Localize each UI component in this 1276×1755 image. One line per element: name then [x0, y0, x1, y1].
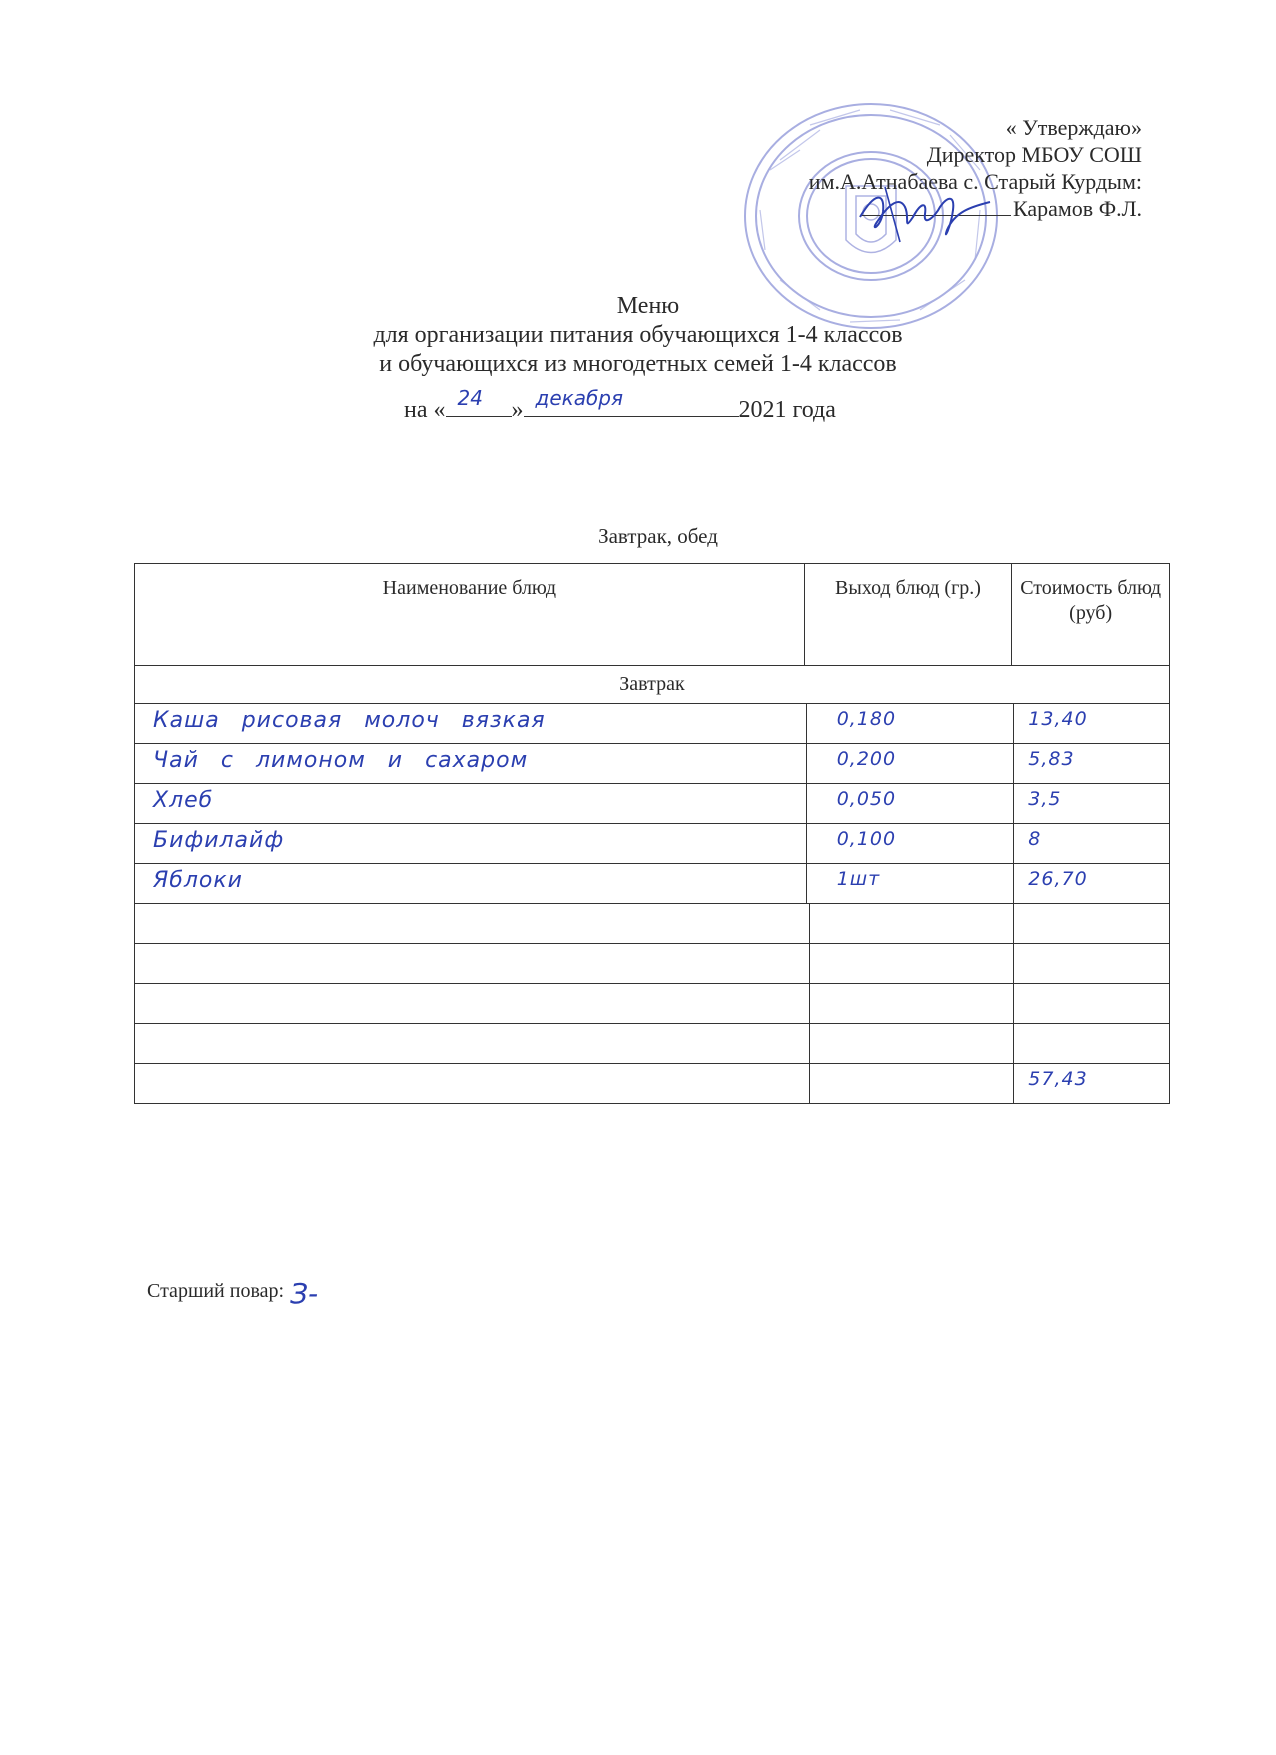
table-row — [134, 1024, 1170, 1064]
table-row — [134, 704, 1170, 744]
dish-cost: 26,70 — [1028, 868, 1088, 890]
dish-name: Каша рисовая молоч вязкая — [153, 708, 546, 733]
table-header — [134, 563, 1170, 666]
table-row-total — [134, 1064, 1170, 1104]
cook-label: Старший повар: — [147, 1280, 285, 1302]
director-signature — [855, 172, 995, 252]
header-yield: Выход блюд (гр.) — [805, 564, 1013, 665]
approval-position: Директор МБОУ СОШ — [926, 142, 1142, 167]
table-row — [134, 984, 1170, 1024]
total-cost: 57,43 — [1028, 1068, 1088, 1090]
senior-cook — [147, 1277, 318, 1310]
dish-yield: 0,180 — [836, 708, 897, 730]
date-month: декабря — [535, 386, 624, 410]
dish-yield: 0,100 — [836, 828, 897, 850]
dish-cost: 13,40 — [1028, 708, 1088, 730]
director-name: Карамов Ф.Л. — [1012, 196, 1142, 221]
dish-yield: 1шт — [836, 868, 881, 890]
dish-cost: 5,83 — [1028, 748, 1075, 770]
dish-cost: 8 — [1028, 828, 1042, 850]
title-main: Меню — [616, 293, 680, 319]
date-suffix: 2021 года — [738, 397, 836, 423]
dish-name: Чай с лимоном и сахаром — [153, 748, 529, 773]
cook-signature: З- — [290, 1277, 319, 1310]
dish-cost: 3,5 — [1028, 788, 1062, 810]
date-day: 24 — [457, 386, 483, 410]
menu-title — [0, 292, 1276, 379]
menu-table — [134, 563, 1170, 1104]
table-row — [134, 904, 1170, 944]
header-cost: Стоимость блюд (руб) — [1020, 577, 1162, 624]
dish-name: Хлеб — [153, 788, 214, 813]
title-sub1: для организации питания обучающихся 1-4 классов — [373, 322, 903, 348]
approval-school: им.А.Атнабаева с. Старый Курдым: — [808, 169, 1142, 194]
date-prefix: на « — [404, 397, 446, 423]
meal-title: Завтрак, обед — [598, 524, 718, 548]
approval-heading: « Утверждаю» — [1005, 115, 1142, 140]
table-row — [134, 824, 1170, 864]
dish-yield: 0,050 — [836, 788, 897, 810]
table-row — [134, 744, 1170, 784]
section-breakfast: Завтрак — [134, 666, 1170, 704]
title-sub2: и обучающихся из многодетных семей 1-4 классов — [379, 351, 897, 377]
dish-yield: 0,200 — [836, 748, 897, 770]
header-name: Наименование блюд — [135, 564, 805, 665]
menu-date — [404, 386, 836, 424]
table-row — [134, 864, 1170, 904]
table-row — [134, 944, 1170, 984]
date-mid: » — [511, 397, 524, 423]
dish-name: Бифилайф — [153, 828, 285, 853]
date-month-blank — [524, 386, 739, 417]
table-row — [134, 784, 1170, 824]
date-day-blank — [446, 386, 512, 417]
dish-name: Яблоки — [153, 868, 243, 893]
